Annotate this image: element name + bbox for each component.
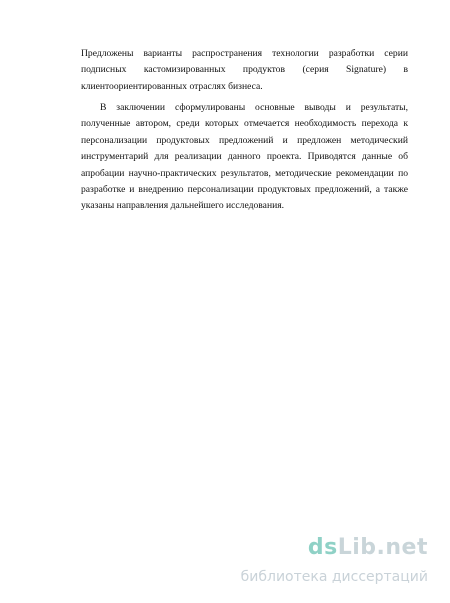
paragraph-distribution xyxy=(81,46,408,95)
logo-lib-text: Lib.net xyxy=(337,535,428,560)
text-line: полученные автором, среди которых отмечается необходимость перехода к xyxy=(81,118,408,130)
paragraph-conclusion xyxy=(81,100,408,215)
dslib-logo xyxy=(308,535,428,560)
watermark-subtitle: библиотека диссертаций xyxy=(240,569,428,585)
text-line: указаны направления дальнейшего исследования. xyxy=(81,200,285,212)
text-line: подписных кастомизированных продуктов (серия Signature) в xyxy=(81,64,408,76)
logo-ds-text: ds xyxy=(307,535,338,560)
text-line: Предложены варианты распространения технологии разработки серии xyxy=(81,48,408,59)
text-line: разработке и внедрению персонализации продуктовых предложений, а также xyxy=(81,184,408,196)
paragraph-text xyxy=(81,46,408,95)
text-line: В заключении сформулированы основные выводы и результаты, xyxy=(100,102,408,113)
text-line: апробации научно-практических результатов, методические рекомендации по xyxy=(81,167,408,179)
text-line: инструментарий для реализации данного проекта. Приводятся данные об xyxy=(81,151,408,163)
paragraph-text xyxy=(81,100,408,215)
dslib-watermark xyxy=(220,535,440,595)
text-line: персонализации продуктовых предложений и предложен методический xyxy=(81,134,408,146)
text-line: клиентоориентированных отраслях бизнеса. xyxy=(81,80,263,92)
